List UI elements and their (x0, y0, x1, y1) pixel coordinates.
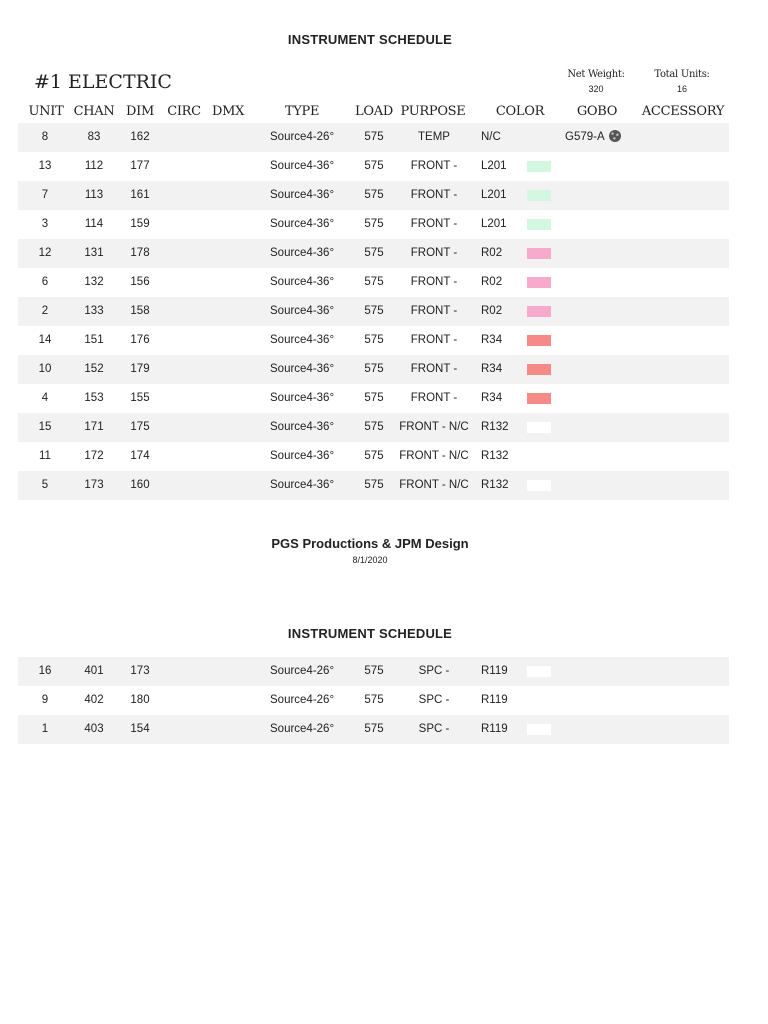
cell-color: L201 (481, 189, 507, 201)
col-dim: DIM (126, 104, 154, 119)
cell-chan: 152 (84, 363, 104, 375)
cell-load: 575 (364, 160, 384, 172)
cell-unit: 16 (38, 665, 52, 677)
cell-type: Source4-36° (270, 160, 335, 172)
color-swatch (527, 393, 551, 404)
col-unit: UNIT (28, 104, 64, 119)
cell-color: R132 (481, 450, 509, 462)
cell-color: R119 (481, 694, 508, 706)
color-swatch (527, 277, 551, 288)
table-row (18, 152, 729, 181)
color-swatch (527, 306, 551, 317)
table-row (18, 268, 729, 297)
cell-type: Source4-36° (270, 305, 335, 317)
color-swatch (527, 451, 551, 462)
cell-type: Source4-36° (270, 247, 335, 259)
color-swatch (527, 666, 551, 677)
cell-type: Source4-36° (270, 479, 335, 491)
cell-dim: 161 (130, 189, 150, 201)
cell-dim: 180 (130, 694, 150, 706)
cell-dim: 160 (130, 479, 150, 491)
cell-color: R02 (481, 247, 503, 259)
cell-color: L201 (481, 160, 507, 172)
gobo-pattern-icon (609, 130, 621, 142)
cell-type: Source4-36° (270, 421, 335, 433)
cell-dim: 176 (130, 334, 150, 346)
cell-load: 575 (364, 723, 384, 735)
cell-purpose: TEMP (418, 131, 450, 143)
cell-purpose: FRONT - (410, 189, 458, 201)
cell-type: Source4-26° (270, 694, 335, 706)
cell-load: 575 (364, 694, 384, 706)
cell-type: Source4-36° (270, 276, 335, 288)
cell-unit: 9 (41, 694, 49, 706)
cell-purpose: FRONT - (410, 247, 458, 259)
page-title: INSTRUMENT SCHEDULE (287, 32, 453, 47)
cell-color: R119 (481, 723, 508, 735)
cell-dim: 159 (130, 218, 150, 230)
cell-purpose: FRONT - (410, 160, 458, 172)
cell-chan: 173 (84, 479, 104, 491)
cell-unit: 15 (38, 421, 52, 433)
cell-purpose: SPC - (418, 723, 450, 735)
cell-load: 575 (364, 131, 384, 143)
color-swatch (527, 364, 551, 375)
cell-color: R132 (481, 479, 509, 491)
cell-unit: 8 (41, 131, 49, 143)
cell-chan: 402 (84, 694, 104, 706)
cell-type: Source4-36° (270, 189, 335, 201)
cell-chan: 403 (84, 723, 104, 735)
cell-unit: 12 (38, 247, 52, 259)
table-row (18, 123, 729, 152)
net-weight-label: Net Weight: (567, 69, 625, 80)
table-row (18, 384, 729, 413)
cell-load: 575 (364, 665, 384, 677)
cell-chan: 113 (84, 189, 104, 201)
cell-dim: 155 (130, 392, 150, 404)
cell-chan: 151 (84, 334, 104, 346)
cell-dim: 179 (130, 363, 150, 375)
company-name: PGS Productions & JPM Design (271, 536, 469, 551)
table-row (18, 326, 729, 355)
color-swatch (527, 335, 551, 346)
cell-color: R34 (481, 392, 503, 404)
cell-unit: 11 (39, 450, 51, 462)
cell-type: Source4-36° (270, 450, 335, 462)
cell-unit: 10 (38, 363, 52, 375)
table-row (18, 355, 729, 384)
cell-purpose: FRONT - N/C (399, 450, 469, 462)
cell-purpose: SPC - (418, 665, 450, 677)
section-title: #1 ELECTRIC (34, 71, 172, 93)
cell-chan: 131 (84, 247, 104, 259)
table-row (18, 471, 729, 500)
cell-type: Source4-36° (270, 218, 335, 230)
cell-load: 575 (364, 479, 384, 491)
table-row (18, 297, 729, 326)
color-swatch (527, 724, 551, 735)
color-swatch (527, 161, 551, 172)
cell-purpose: FRONT - (410, 363, 458, 375)
color-swatch (527, 219, 551, 230)
cell-load: 575 (364, 276, 384, 288)
color-swatch (527, 190, 551, 201)
cell-dim: 173 (130, 665, 150, 677)
cell-color: R34 (481, 363, 503, 375)
cell-unit: 3 (41, 218, 49, 230)
table-row (18, 715, 729, 744)
cell-load: 575 (364, 392, 384, 404)
cell-dim: 154 (130, 723, 150, 735)
cell-purpose: FRONT - (410, 276, 458, 288)
cell-type: Source4-26° (270, 665, 335, 677)
cell-type: Source4-26° (270, 131, 335, 143)
col-accessory: ACCESSORY (641, 104, 725, 119)
cell-chan: 112 (84, 160, 104, 172)
cell-unit: 2 (41, 305, 49, 317)
total-units-label: Total Units: (654, 69, 710, 80)
cell-purpose: FRONT - (410, 392, 458, 404)
cell-dim: 175 (130, 421, 150, 433)
col-circ: CIRC (167, 104, 201, 119)
cell-load: 575 (364, 247, 384, 259)
cell-color: R02 (481, 276, 503, 288)
color-swatch (527, 422, 551, 433)
cell-purpose: FRONT - (410, 334, 458, 346)
total-units-value: 16 (676, 84, 687, 94)
cell-color: N/C (481, 131, 501, 143)
cell-color: R02 (481, 305, 503, 317)
cell-load: 575 (364, 305, 384, 317)
cell-dim: 156 (130, 276, 150, 288)
col-load: LOAD (355, 104, 393, 119)
table-row (18, 657, 729, 686)
cell-color: R119 (481, 665, 508, 677)
cell-unit: 1 (41, 723, 49, 735)
cell-chan: 171 (84, 421, 104, 433)
cell-color: R132 (481, 421, 509, 433)
cell-type: Source4-36° (270, 334, 335, 346)
cell-load: 575 (364, 218, 384, 230)
cell-load: 575 (364, 334, 384, 346)
table-row (18, 181, 729, 210)
cell-dim: 174 (130, 450, 150, 462)
cell-purpose: FRONT - (410, 305, 458, 317)
col-type: TYPE (284, 104, 320, 119)
cell-unit: 4 (41, 392, 49, 404)
color-swatch (527, 695, 551, 706)
cell-color: R34 (481, 334, 503, 346)
cell-chan: 153 (84, 392, 104, 404)
cell-chan: 83 (87, 131, 101, 143)
cell-unit: 7 (41, 189, 49, 201)
cell-load: 575 (364, 189, 384, 201)
page-title-2: INSTRUMENT SCHEDULE (287, 626, 453, 641)
cell-type: Source4-36° (270, 363, 335, 375)
cell-dim: 178 (130, 247, 150, 259)
cell-chan: 133 (84, 305, 104, 317)
document-date: 8/1/2020 (352, 555, 388, 565)
net-weight-value: 320 (588, 84, 604, 94)
cell-chan: 114 (84, 218, 104, 230)
col-dmx: DMX (211, 104, 245, 119)
cell-load: 575 (364, 363, 384, 375)
table-row (18, 442, 729, 471)
cell-dim: 158 (130, 305, 150, 317)
cell-type: Source4-36° (270, 392, 335, 404)
cell-chan: 401 (84, 665, 104, 677)
col-color: COLOR (495, 104, 545, 119)
cell-gobo (565, 123, 621, 152)
cell-chan: 172 (84, 450, 104, 462)
col-gobo: GOBO (576, 104, 618, 119)
cell-purpose: FRONT - (410, 218, 458, 230)
cell-dim: 162 (130, 131, 150, 143)
table-row (18, 210, 729, 239)
cell-load: 575 (364, 450, 384, 462)
cell-type: Source4-26° (270, 723, 335, 735)
cell-unit: 13 (38, 160, 52, 172)
col-purpose: PURPOSE (400, 104, 466, 119)
cell-load: 575 (364, 421, 384, 433)
table-row (18, 686, 729, 715)
cell-purpose: SPC - (418, 694, 450, 706)
cell-purpose: FRONT - N/C (399, 421, 469, 433)
col-chan: CHAN (73, 104, 115, 119)
color-swatch (527, 248, 551, 259)
table-row (18, 239, 729, 268)
cell-chan: 132 (84, 276, 104, 288)
color-swatch (527, 480, 551, 491)
cell-unit: 14 (38, 334, 52, 346)
cell-unit: 5 (41, 479, 49, 491)
cell-dim: 177 (130, 160, 150, 172)
table-row (18, 413, 729, 442)
cell-unit: 6 (41, 276, 49, 288)
gobo-label: G579-A (565, 131, 605, 143)
cell-color: L201 (481, 218, 507, 230)
cell-purpose: FRONT - N/C (399, 479, 469, 491)
